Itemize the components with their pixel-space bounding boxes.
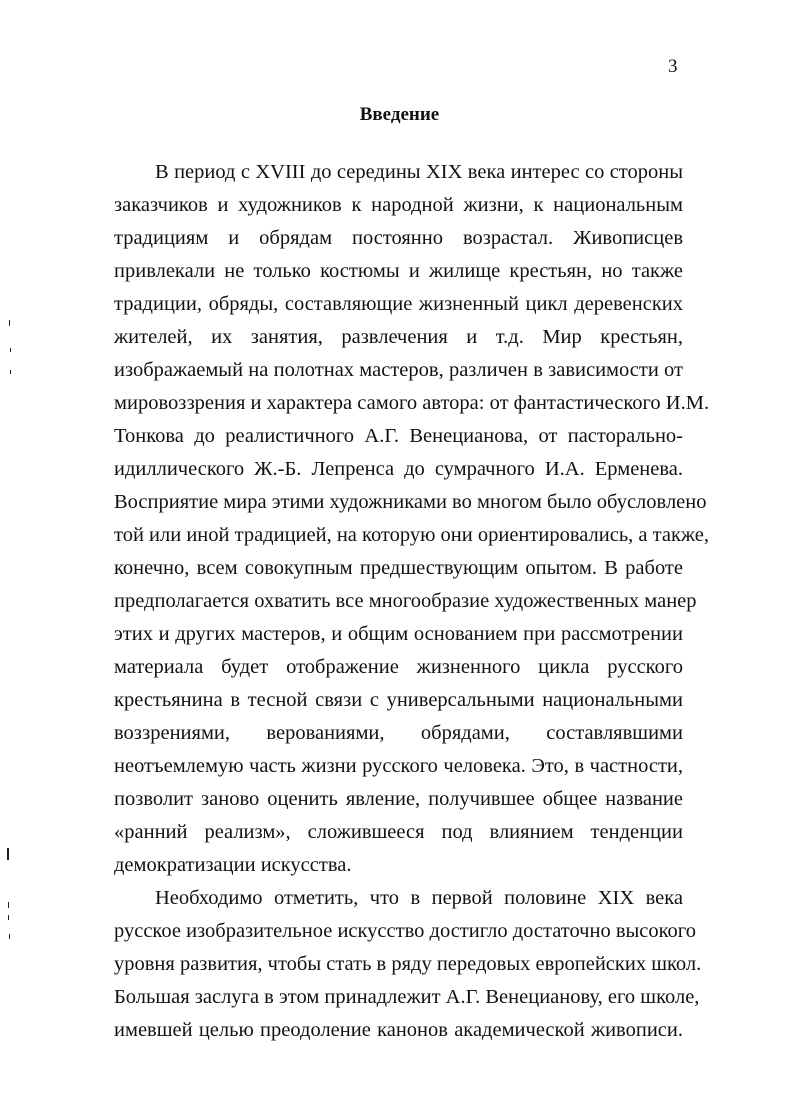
text-line: неотъемлемую часть жизни русского человека. Это, в частности, (114, 755, 683, 777)
text-line: Большая заслуга в этом принадлежит А.Г. Венецианову, его школе, (114, 986, 700, 1008)
text-line: предполагается охватить все многообразие художественных манер (114, 590, 697, 612)
text-line: изображаемый на полотнах мастеров, различен в зависимости от (114, 359, 683, 381)
text-line: русское изобразительное искусство достигло достаточно высокого (114, 920, 696, 942)
text-line: традиции, обряды, составляющие жизненный цикл деревенских (114, 293, 683, 315)
text-line: заказчиков и художников к народной жизни, к национальным (114, 194, 683, 216)
text-line: воззрениями, верованиями, обрядами, составлявшими (114, 722, 683, 744)
text-line: Восприятие мира этими художниками во многом было обусловлено (114, 491, 707, 513)
text-line: демократизации искусства. (114, 854, 352, 876)
text-line: «ранний реализм», сложившееся под влиянием тенденции (114, 821, 683, 843)
text-line: имевшей целью преодоление канонов академической живописи. (114, 1019, 683, 1041)
text-line: привлекали не только костюмы и жилище крестьян, но также (114, 260, 683, 282)
scan-artifact (7, 848, 9, 860)
text-line: уровня развития, чтобы стать в ряду передовых европейских школ. (114, 953, 702, 975)
text-line: той или иной традицией, на которую они ориентировались, а также, (114, 524, 710, 546)
text-line: традициям и обрядам постоянно возрастал. Живописцев (114, 227, 683, 249)
text-line: этих и других мастеров, и общим основанием при рассмотрении (114, 623, 683, 645)
scan-artifact (10, 370, 11, 374)
text-line: крестьянина в тесной связи с универсальными национальными (114, 689, 683, 711)
page-number: 3 (668, 56, 678, 77)
text-line: конечно, всем совокупным предшествующим опытом. В работе (114, 557, 683, 579)
text-line: Тонкова до реалистичного А.Г. Венецианова, от пасторально- (114, 425, 683, 447)
text-line: идиллического Ж.-Б. Лепренса до сумрачного И.А. Ерменева. (114, 458, 683, 480)
scan-artifact (8, 915, 9, 920)
text-line: В период с XVIII до середины XIX века интерес со стороны (155, 161, 683, 183)
text-line: материала будет отображение жизненного цикла русского (114, 656, 683, 678)
scan-artifact (10, 348, 11, 352)
text-line: мировоззрения и характера самого автора: от фантастического И.М. (114, 392, 710, 414)
scan-artifact (8, 902, 9, 908)
section-heading: Введение (359, 104, 440, 125)
scan-artifact (9, 320, 10, 326)
text-line: жителей, их занятия, развлечения и т.д. Мир крестьян, (114, 326, 683, 348)
text-line: Необходимо отметить, что в первой половине XIX века (155, 887, 683, 909)
text-line: позволит заново оценить явление, получившее общее название (114, 788, 683, 810)
scan-artifact (9, 934, 10, 939)
